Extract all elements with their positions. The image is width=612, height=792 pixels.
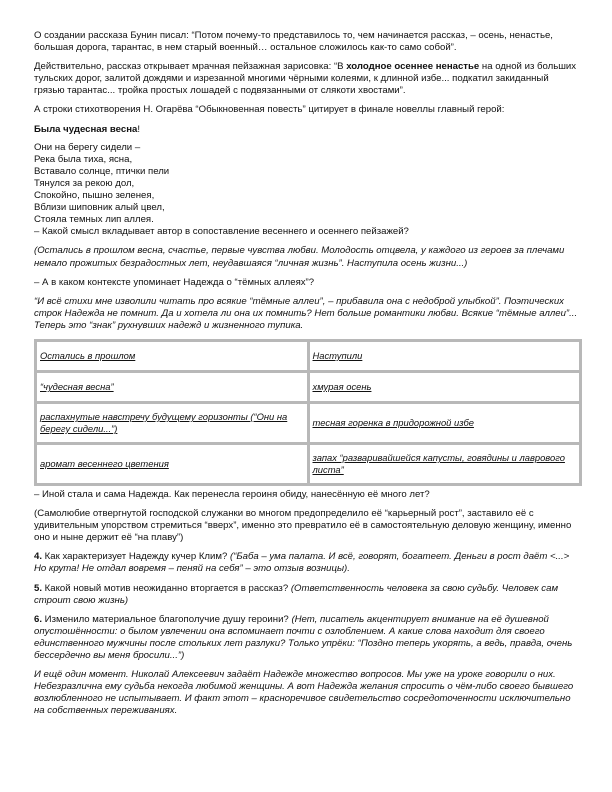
poem-title-bold: Была чудесная весна <box>34 123 138 135</box>
poem-line: Стояла темных лип аллея. <box>34 214 154 226</box>
comparison-table <box>34 339 582 486</box>
question-number: 4. <box>34 551 43 563</box>
question-answer: (“Баба – ума палата. И всё, говорят, богатеет. Деньги в рост даёт <...> Но крута! Не отдал вовремя – пеняй на себя” – это отзыв возницы). <box>34 551 570 575</box>
question-text: Какой новый мотив неожиданно вторгается в рассказ? <box>42 582 291 594</box>
landscape-text-end: на одной из больших тульских дорог, залитой дождями и изрезанной многими чёрными колеями, к длинной избе... подкатил закиданный грязью тарантас... тройка простых лошадей с подвязанными от слякоти хвостами”. <box>34 61 577 97</box>
poem-line: Река была тиха, ясна, <box>34 153 133 165</box>
poem-line: Спокойно, пышно зеленея, <box>34 190 155 202</box>
table-cell: “чудесная весна” <box>36 371 309 402</box>
question-answer: (Ответственность человека за свою судьбу. Человек сам строит свою жизнь) <box>34 582 559 606</box>
poem-line: Тянулся за рекою дол, <box>34 177 135 189</box>
question-nadezhda: – Иной стала и сама Надежда. Как перенесла героиня обиду, нанесённую её много лет? <box>34 488 430 500</box>
question-number: 5. <box>34 582 43 594</box>
question-text: Как характеризует Надежду кучер Клим? <box>42 551 230 563</box>
paragraph-ogarev-intro: А строки стихотворения Н. Огарёва “Обыкновенная повесть” цитирует в финале новеллы главный герой: <box>34 104 505 116</box>
question-5 <box>34 583 578 607</box>
answer-nadezhda: (Самолюбие отвергнутой господской служанки во многом предопределило её “карьерный рост”, заставило её с удивительным упорством стремиться “вверх”, именно это превратило её в самостоятельную деловую женщину, именно оно и ныне держит её “на плаву”) <box>34 508 572 544</box>
paragraph-conclusion: И ещё один момент. Николай Алексеевич задаёт Надежде множество вопросов. Мы уже на уроке говорили о них. Небезразлична ему судьба некогда любимой женщины. А вот Надежда желания спросить о чём-либо своего бывшего возлюбленного не испытывает. И факт этот – красноречивое свидетельство сосредоточенности исключительно на собственных переживаниях. <box>34 669 574 717</box>
question-answer: (Нет, писатель акцентирует внимание на её душевной опустошённости: о былом увлечении она вспоминает почти с озлоблением. А какие слова находит для своего единственного мужчины после стольких лет разлуки? Только упрёки: “Поздно теперь укорять, а ведь, правда, очень бессердечно вы меня бросили...”) <box>34 613 573 661</box>
table-cell: Остались в прошлом <box>36 340 309 371</box>
table-cell: запах “разваривайшейся капусты, говядины и лаврового листа” <box>308 443 581 484</box>
answer-dark-alleys: “И всё стихи мне изволили читать про всякие “тёмные аллеи”, – прибавила она с недоброй улыбкой”. Поэтических строк Надежда не помнит. Да и хотела ли она их помнить? Нет больше романтики любви. Всякие “тёмные аллеи”... Теперь это “знак” рухнувших надежд и жизненного тупика. <box>34 295 578 331</box>
table-row <box>36 402 581 443</box>
table-row <box>36 371 581 402</box>
table-cell: распахнутые навстречу будущему горизонты (“Они на берегу сидели...”) <box>36 402 309 443</box>
question-dark-alleys: – А в каком контексте упоминает Надежда о “тёмных аллеях”? <box>34 276 315 288</box>
poem-title-end: ! <box>137 123 140 135</box>
poem-line: Вставало солнце, птички пели <box>34 165 170 177</box>
answer-spring-autumn: (Остались в прошлом весна, счастье, первые чувства любви. Молодость отцвела, у каждого из героев за плечами немало прожитых безрадостных лет, неудавшаяся “личная жизнь”. Наступила осень жизни...) <box>34 245 565 269</box>
landscape-text-start: Действительно, рассказ открывает мрачная пейзажная зарисовка: “В <box>34 61 347 73</box>
poem-line: Они на берегу сидели – <box>34 141 141 153</box>
table-row <box>36 443 581 484</box>
question-6 <box>34 614 578 662</box>
question-number: 6. <box>34 613 43 625</box>
question-text: Изменило материальное благополучие душу героини? <box>42 613 292 625</box>
poem-line: Вблизи шиповник алый цвел, <box>34 202 165 214</box>
paragraph-landscape <box>34 61 578 97</box>
paragraph-bunin-quote: О создании рассказа Бунин писал: “Потом почему-то представилось то, чем начинается рассказ, – осень, ненастье, большая дорога, тарантас, в нем старый военный… остальное сложилось как-то само собой”. <box>34 30 553 54</box>
question-4 <box>34 551 578 575</box>
table-cell: аромат весеннего цветения <box>36 443 309 484</box>
table-cell: хмурая осень <box>308 371 581 402</box>
question-landscape: – Какой смысл вкладывает автор в сопоставление весеннего и осеннего пейзажей? <box>34 226 409 238</box>
landscape-bold-phrase: холодное осеннее ненастье <box>346 61 480 73</box>
poem <box>34 142 578 239</box>
table-cell: Наступили <box>308 340 581 371</box>
poem-title <box>34 124 578 136</box>
table-row <box>36 340 581 371</box>
table-cell: тесная горенка в придорожной избе <box>308 402 581 443</box>
